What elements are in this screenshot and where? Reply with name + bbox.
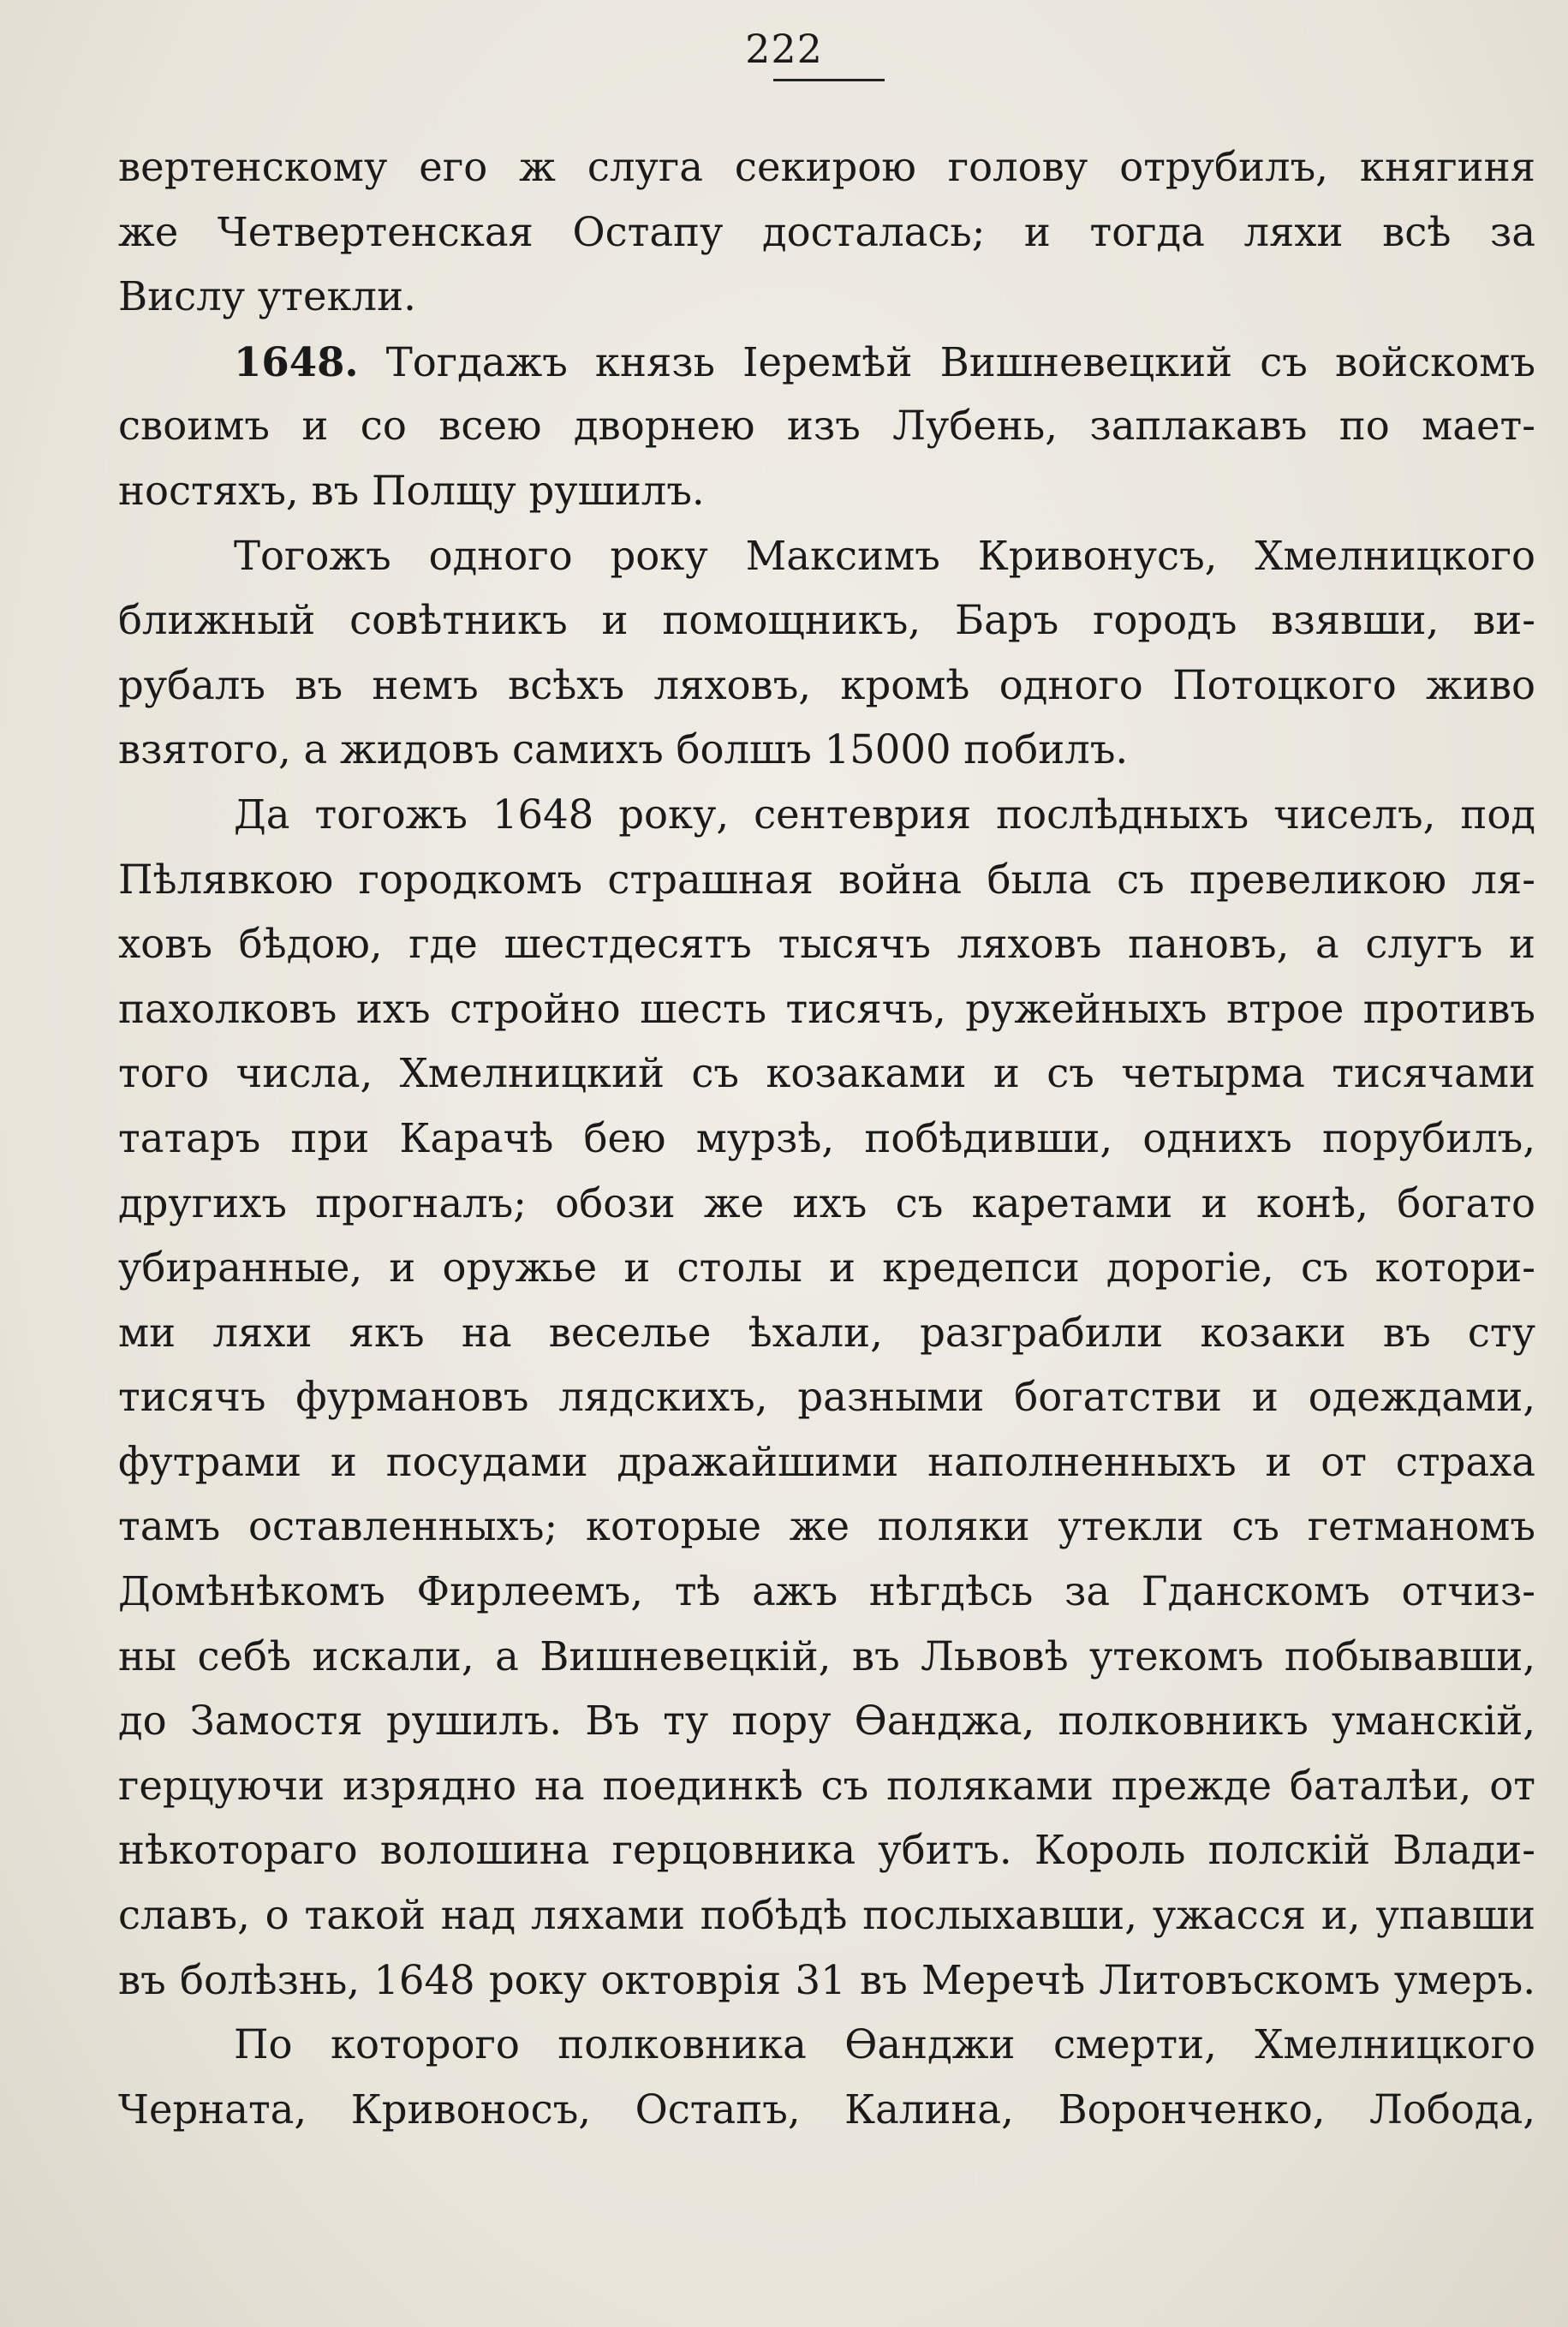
text-line: По которого полковника Ѳанджи смерти, Хмелницкого [234,2021,1535,2068]
text-line: нѣкотораго волошина герцовника убитъ. Король полскій Влади- [118,1827,1535,1874]
text-line: рубалъ въ немъ всѣхъ ляховъ, кромѣ одного Потоцкого живо [118,661,1535,708]
paragraph-3 [118,524,1535,783]
text-line: убиранные, и оружье и столы и кредепси дорогіе, съ котори- [118,1244,1535,1292]
text-line: въ болѣзнь, 1648 року октоврія 31 въ Меречѣ Литовъскомъ умеръ. [118,1956,1535,2003]
text-line: до Замостя рушилъ. Въ ту пору Ѳанджа, полковникъ уманскій, [118,1698,1535,1745]
text-line: Вислу утекли. [118,273,416,320]
text-line: ближный совѣтникъ и помощникъ, Баръ городъ взявши, ви- [118,597,1535,644]
text-line: тамъ оставленныхъ; которые же поляки утекли съ гетманомъ [118,1503,1535,1550]
paragraph-1 [118,135,1535,330]
text-line: Пѣлявкою городкомъ страшная война была съ превеликою ля- [118,856,1535,903]
text-line: славъ, о такой над ляхами побѣдѣ послыхавши, ужасся и, упавши [118,1892,1535,1939]
text-line: татаръ при Карачѣ бею мурзѣ, побѣдивши, однихъ порубилъ, [118,1114,1535,1161]
paragraph-4 [118,783,1535,2013]
text-line: Домѣнѣкомъ Фирлеемъ, тѣ ажъ нѣгдѣсь за Гданскомъ отчиз- [118,1568,1535,1615]
paragraph-5 [118,2013,1535,2142]
year-lead: 1648. [234,337,359,385]
text-line: ховъ бѣдою, где шестдесятъ тысячъ ляховъ пановъ, а слугъ и [118,921,1535,968]
text-line: Да тогожъ 1648 року, сентеврия послѣдныхъ чиселъ, под [234,791,1535,838]
text-line: пахолковъ ихъ стройно шесть тисячъ, ружейныхъ втрое противъ [118,985,1535,1032]
text-line: тисячъ фурмановъ лядскихъ, разными богатстви и одеждами, [118,1374,1535,1421]
text-line: герцуючи изрядно на поединкѣ съ поляками прежде баталѣи, от [118,1762,1535,1809]
text-line: взятого, а жидовъ самихъ болшъ 15000 побилъ. [118,726,1129,773]
text-line: Черната, Кривоносъ, Остапъ, Калина, Ворончeнко, Лобода, [118,2085,1535,2133]
text-line: вертенскому его ж слуга секирою голову отрубилъ, княгиня [118,144,1535,190]
text-line: ми ляхи якъ на веселье ѣхали, разграбили козаки въ сту [118,1309,1535,1356]
text-line: другихъ прогналъ; обози же ихъ съ каретами и конѣ, богато [118,1179,1535,1226]
text-line-rest: Тогдажъ князь Іеремѣй Вишневецкий съ войскомъ [385,338,1535,385]
text-line-lead [118,330,1535,395]
paragraph-2 [118,330,1535,524]
body-text [118,135,1535,2142]
text-line: Тогожъ одного року Максимъ Кривонусъ, Хмелницкого [234,532,1535,579]
text-line: же Четвертенская Остапу досталась; и тогда ляхи всѣ за [118,208,1535,255]
text-line: того числа, Хмелницкий съ козаками и съ четырма тисячами [118,1050,1535,1097]
text-line: футрами и посудами дражайшими наполненныхъ и от страха [118,1438,1535,1485]
text-line: ностяхъ, въ Полщу рушилъ. [118,467,705,514]
page-number-rule [773,79,885,81]
text-line: своимъ и со всею дворнею изъ Лубень, заплакавъ по мает- [118,403,1535,450]
text-line: ны себѣ искали, а Вишневецкій, въ Львовѣ утекомъ побывавши, [118,1632,1535,1680]
page-number: 222 [745,26,823,72]
